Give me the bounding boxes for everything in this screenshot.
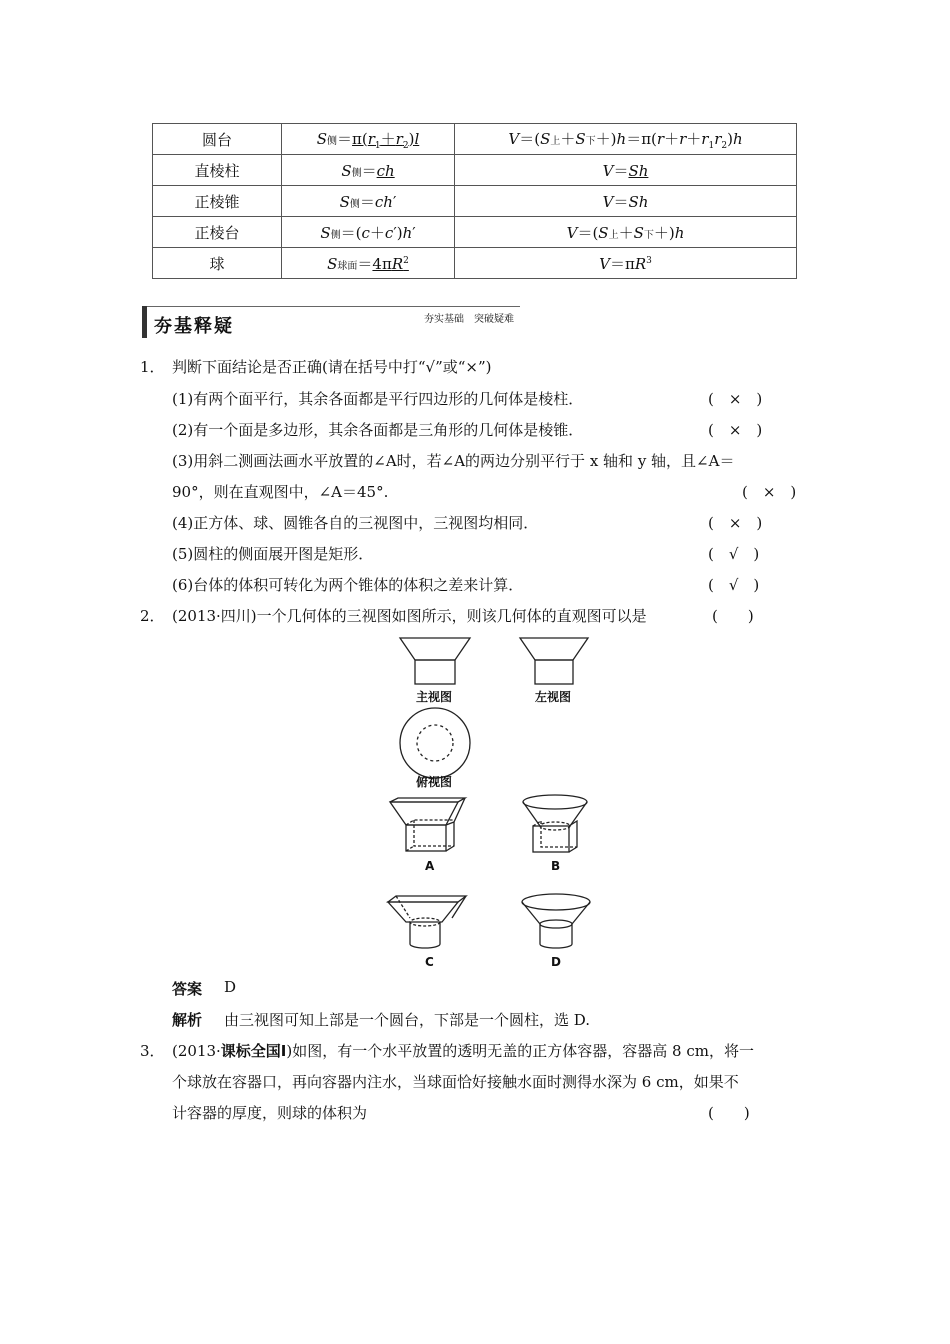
three-view-figure [380, 630, 620, 975]
table-row [153, 124, 797, 155]
answer-label: 答案 [172, 980, 203, 998]
section-mark [142, 306, 147, 338]
formula-table [152, 123, 797, 279]
lateral-area-formula: S侧$=\pi(r_1+r_2)l$ [282, 124, 455, 155]
q3-line-1-text: )如图，有一个水平放置的透明无盖的正方体容器，容器高 8 cm，将一 [286, 1042, 754, 1060]
table-row [153, 186, 797, 217]
q3-source-b: 课标全国Ⅰ [220, 1042, 287, 1060]
q3-line-2: 个球放在容器口，再向容器内注水，当球面恰好接触水面时测得水深为 6 cm，如果不 [172, 1073, 739, 1091]
volume-formula: V＝(S上＋S下$+)h=\pi(r+r+r_1r_2)h$ [455, 124, 797, 155]
volume-formula: $V=\pi R^3$ [455, 248, 797, 279]
q2-bracket: ( ) [712, 607, 754, 625]
top-view-drawing [400, 708, 470, 778]
q3-line-3: 计容器的厚度，则球的体积为 [172, 1104, 368, 1122]
option-a-drawing [390, 798, 465, 851]
q1-item-3a: (3)用斜二测画法画水平放置的∠A时，若∠A的两边分别平行于 x 轴和 y 轴，且∠A＝ [172, 452, 735, 470]
shape-name: 直棱柱 [153, 155, 282, 186]
section-rule [147, 306, 520, 307]
option-b-label: B [551, 859, 561, 873]
table-row [153, 217, 797, 248]
q1-answer-1: ( × ) [708, 390, 763, 408]
front-view-drawing [400, 638, 470, 684]
q3-bracket: ( ) [708, 1104, 750, 1122]
shape-name: 圆台 [153, 124, 282, 155]
volume-formula: V＝Sh [455, 186, 797, 217]
section-subtitle: 夯实基础 突破疑难 [424, 314, 514, 325]
shape-name: 正棱台 [153, 217, 282, 248]
analysis-label: 解析 [172, 1011, 203, 1029]
lateral-area-formula: S侧＝ch [282, 155, 455, 186]
q1-answer-4: ( × ) [708, 514, 763, 532]
q1-answer-2: ( × ) [708, 421, 763, 439]
q1-item-2: (2)有一个面是多边形，其余各面都是三角形的几何体是棱锥． [172, 421, 584, 439]
section-header [142, 306, 520, 338]
side-view-label: 左视图 [535, 690, 572, 704]
q3-line-1 [172, 1040, 754, 1061]
top-view-label: 俯视图 [416, 775, 453, 789]
q1-answer-6: ( √ ) [708, 576, 760, 594]
lateral-area-formula: S球面$=4\pi R^2$ [282, 248, 455, 279]
answer-value: D [224, 978, 237, 996]
q1-answer-5: ( √ ) [708, 545, 760, 563]
lateral-area-formula: S侧＝(c＋c′)h′ [282, 217, 455, 248]
option-b-drawing [523, 795, 587, 852]
q2-number: 2． [140, 607, 165, 625]
shape-name: 球 [153, 248, 282, 279]
q1-item-4: (4)正方体、球、圆锥各自的三视图中，三视图均相同． [172, 514, 539, 532]
q1-stem: 判断下面结论是否正确(请在括号中打“√”或“×”) [172, 358, 492, 376]
q1-number: 1． [140, 358, 165, 376]
lateral-area-formula: S侧＝ch′ [282, 186, 455, 217]
front-view-label: 主视图 [416, 690, 453, 704]
q1-answer-3: ( × ) [742, 483, 797, 501]
option-c-label: C [425, 955, 434, 969]
option-d-label: D [551, 955, 561, 969]
option-d-drawing [522, 894, 590, 948]
volume-formula: V＝Sh [455, 155, 797, 186]
q2-stem: (2013·四川)一个几何体的三视图如图所示，则该几何体的直观图可以是 [172, 607, 647, 625]
option-a-label: A [425, 859, 435, 873]
shape-name: 正棱锥 [153, 186, 282, 217]
q1-item-1: (1)有两个面平行，其余各面都是平行四边形的几何体是棱柱． [172, 390, 584, 408]
option-c-drawing [388, 896, 466, 948]
table-row [153, 155, 797, 186]
q3-number: 3． [140, 1042, 165, 1060]
side-view-drawing [520, 638, 588, 684]
section-title: 夯基释疑 [154, 316, 234, 337]
table-row [153, 248, 797, 279]
q1-item-5: (5)圆柱的侧面展开图是矩形． [172, 545, 374, 563]
analysis-text: 由三视图可知上部是一个圆台，下部是一个圆柱，选 D. [224, 1011, 591, 1029]
q3-source-a: (2013· [172, 1042, 221, 1060]
q1-item-3b: 90°，则在直观图中，∠A＝45°. [172, 483, 389, 501]
q1-item-6: (6)台体的体积可转化为两个锥体的体积之差来计算． [172, 576, 524, 594]
volume-formula: V＝(S上＋S下＋)h [455, 217, 797, 248]
